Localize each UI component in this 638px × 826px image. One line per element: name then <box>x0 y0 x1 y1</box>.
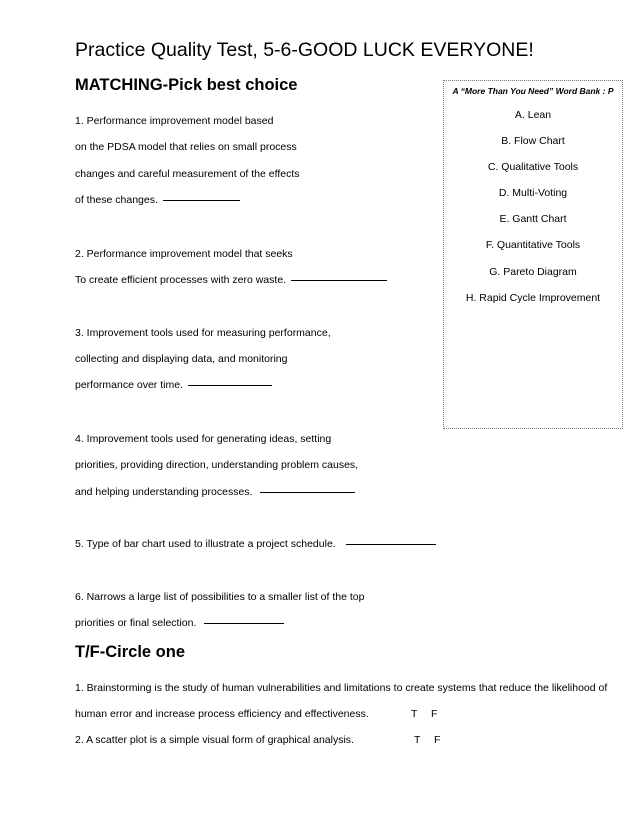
question-1-line-1: 1. Performance improvement model based <box>75 115 274 127</box>
tf-question-1-line-1: 1. Brainstorming is the study of human vulnerabilities and limitations to create systems that reduce the likelihood of <box>75 682 608 694</box>
question-4-line-1: 4. Improvement tools used for generating ideas, setting <box>75 433 332 445</box>
tf-2-false-option[interactable]: F <box>434 734 441 746</box>
tf-1-false-option[interactable]: F <box>431 708 438 720</box>
word-bank-item-a: A. Lean <box>514 109 552 121</box>
question-4-line-3: and helping understanding processes. <box>75 486 253 498</box>
answer-blank-5[interactable] <box>346 544 436 545</box>
question-2-line-1: 2. Performance improvement model that seeks <box>75 248 293 260</box>
tf-1-true-option[interactable]: T <box>411 708 418 720</box>
question-1-line-2: on the PDSA model that relies on small process <box>75 141 297 153</box>
tf-question-1-line-2: human error and increase process efficiency and effectiveness. <box>75 708 369 720</box>
tf-question-2-line-1: 2. A scatter plot is a simple visual form of graphical analysis. <box>75 734 354 746</box>
question-6-line-2: priorities or final selection. <box>75 617 197 629</box>
word-bank-item-e: E. Gantt Chart <box>499 213 567 225</box>
question-4-line-2: priorities, providing direction, understanding problem causes, <box>75 459 359 471</box>
word-bank-item-b: B. Flow Chart <box>501 135 565 147</box>
question-2-line-2: To create efficient processes with zero waste. <box>75 274 287 286</box>
word-bank-box <box>443 80 623 429</box>
word-bank-item-d: D. Multi-Voting <box>498 187 568 199</box>
word-bank-item-g: G. Pareto Diagram <box>489 266 577 278</box>
question-3-line-2: collecting and displaying data, and monitoring <box>75 353 288 365</box>
word-bank-item-f: F. Quantitative Tools <box>485 239 581 251</box>
question-3-line-3: performance over time. <box>75 379 183 391</box>
tf-heading: T/F-Circle one <box>75 643 186 661</box>
page-title: Practice Quality Test, 5-6-GOOD LUCK EVERYONE! <box>75 39 534 61</box>
answer-blank-1[interactable] <box>163 200 240 201</box>
answer-blank-2[interactable] <box>291 280 387 281</box>
word-bank-heading: A “More Than You Need” Word Bank : P <box>452 86 614 96</box>
answer-blank-6[interactable] <box>204 623 284 624</box>
matching-heading: MATCHING-Pick best choice <box>75 76 298 94</box>
answer-blank-4[interactable] <box>260 492 355 493</box>
word-bank-item-c: C. Qualitative Tools <box>487 161 579 173</box>
question-1-line-4: of these changes. <box>75 194 158 206</box>
word-bank-item-h: H. Rapid Cycle Improvement <box>465 292 601 304</box>
tf-2-true-option[interactable]: T <box>414 734 421 746</box>
question-5-line-1: 5. Type of bar chart used to illustrate a project schedule. <box>75 538 336 550</box>
answer-blank-3[interactable] <box>188 385 272 386</box>
question-6-line-1: 6. Narrows a large list of possibilities to a smaller list of the top <box>75 591 365 603</box>
question-3-line-1: 3. Improvement tools used for measuring performance, <box>75 327 331 339</box>
question-1-line-3: changes and careful measurement of the effects <box>75 168 300 180</box>
